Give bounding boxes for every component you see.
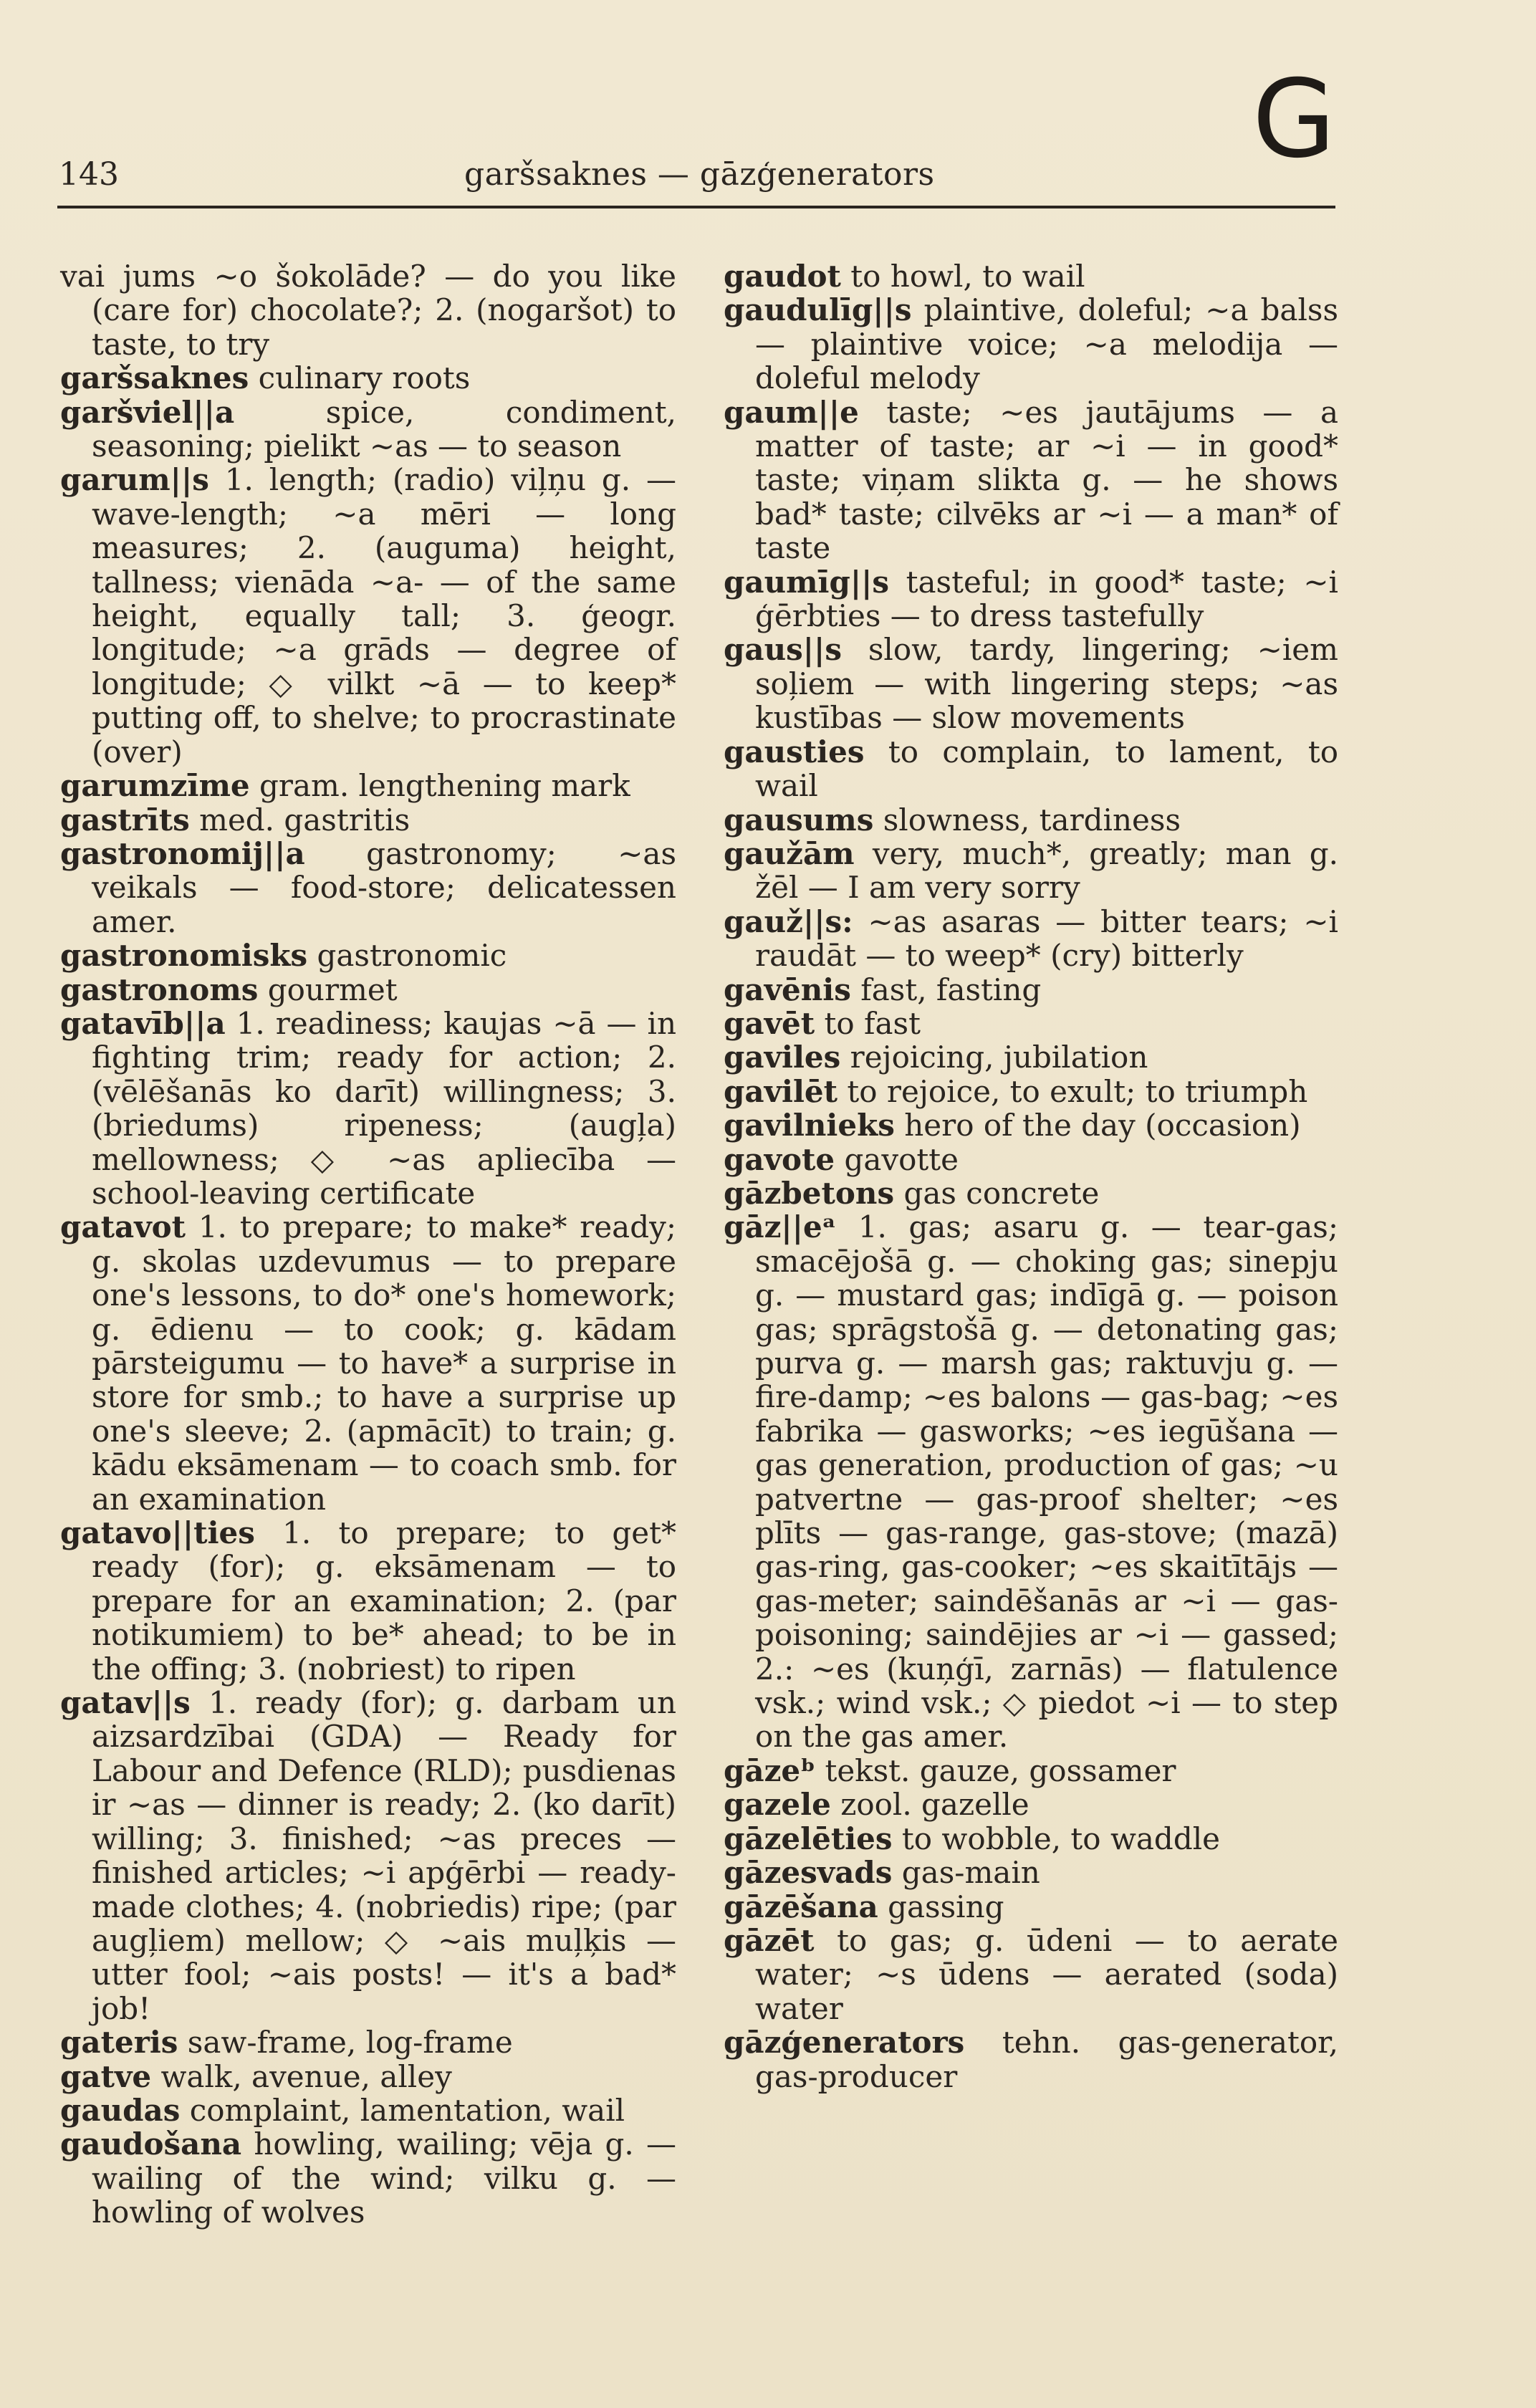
- entry-definition: saw-frame, log-frame: [178, 2025, 513, 2061]
- entry-definition: slowness, tardiness: [873, 802, 1181, 838]
- left-column: [60, 259, 676, 2230]
- entry-headword: gatav||s: [60, 1685, 191, 1721]
- dictionary-entry: [60, 769, 676, 802]
- entry-definition: rejoicing, jubilation: [840, 1040, 1148, 1075]
- entry-definition: gavotte: [835, 1141, 959, 1177]
- entry-definition: walk, avenue, alley: [151, 2058, 452, 2094]
- dictionary-entry: [60, 2127, 676, 2229]
- dictionary-entry: [60, 2025, 676, 2059]
- entry-definition: plaintive, doleful; ~a balss — plaintive voice; ~a melodija — doleful melody: [755, 292, 1338, 396]
- entry-headword: gāz||eᵃ: [724, 1209, 837, 1245]
- entry-headword: garumzīme: [60, 768, 250, 804]
- entry-headword: gausties: [724, 734, 865, 769]
- entry-definition: vai jums ~o šokolāde? — do you like (care for) chocolate?; 2. (nogaršot) to taste, to try: [60, 259, 676, 362]
- dictionary-entry: [60, 463, 676, 769]
- entry-headword: gatavo||ties: [60, 1515, 255, 1551]
- dictionary-entry: [724, 2025, 1338, 2093]
- entry-headword: gateris: [60, 2025, 178, 2061]
- entry-definition: hero of the day (occasion): [894, 1108, 1301, 1143]
- header-rule: [57, 206, 1335, 208]
- entry-headword: gaumīg||s: [724, 564, 890, 600]
- entry-headword: gaužām: [724, 835, 855, 871]
- entry-definition: tehn. gas-generator, gas-producer: [755, 2025, 1338, 2094]
- dictionary-entry: [724, 1143, 1338, 1176]
- entry-definition: to gas; g. ūdeni — to aerate water; ~s ūdens — aerated (soda) water: [755, 1922, 1338, 2026]
- dictionary-entry: [60, 1686, 676, 2025]
- entry-definition: tasteful; in good* taste; ~i ģērbties — to dress tastefully: [755, 564, 1338, 634]
- entry-headword: gāzģenerators: [724, 2025, 965, 2061]
- entry-definition: gas concrete: [894, 1175, 1100, 1211]
- entry-headword: garšsaknes: [60, 360, 249, 396]
- entry-definition: very, much*, greatly; man g. žēl — I am very sorry: [755, 835, 1338, 906]
- dictionary-entry: [60, 259, 676, 361]
- section-letter: G: [1252, 57, 1336, 182]
- entry-definition: to fast: [815, 1005, 921, 1041]
- dictionary-entry: [724, 973, 1338, 1007]
- entry-headword: gazele: [724, 1787, 831, 1823]
- dictionary-entry: [724, 1075, 1338, 1108]
- dictionary-entry: [724, 1924, 1338, 2025]
- entry-headword: gavilēt: [724, 1073, 838, 1109]
- entry-definition: taste; ~es jautājums — a matter of taste; ar ~i — in good* taste; viņam slikta g. — he shows bad* taste; cilvēks ar ~i — a man* of taste: [755, 394, 1338, 566]
- entry-headword: gausums: [724, 802, 874, 838]
- dictionary-entry: [724, 735, 1338, 803]
- entry-headword: gāzelēties: [724, 1821, 893, 1856]
- entry-headword: gastronomisks: [60, 938, 308, 974]
- entry-definition: ~as asaras — bitter tears; ~i raudāt — to weep* (cry) bitterly: [755, 903, 1338, 974]
- entry-definition: slow, tardy, lingering; ~iem soļiem — with lingering steps; ~as kustības — slow movements: [755, 632, 1338, 736]
- dictionary-entry: [724, 1210, 1338, 1754]
- dictionary-entry: [724, 803, 1338, 837]
- entry-headword: gastrīts: [60, 802, 190, 838]
- entry-headword: gāzbetons: [724, 1175, 895, 1211]
- dictionary-entry: [724, 837, 1338, 905]
- entry-headword: gatavot: [60, 1209, 186, 1245]
- dictionary-entry: [724, 1856, 1338, 1889]
- entry-definition: 1. gas; asaru g. — tear-gas; smacējošā g. — choking gas; sinepju g. — mustard gas; indīgā g. — poison gas; sprāgstošā g. — detonating gas; purva g. — marsh gas; raktuvju g. — fire-damp; ~es balons — gas-bag; ~es fabrika — gasworks; ~es iegūšana — gas generation, production of gas; ~u patvertne — gas-proof shelter; ~es plīts — gas-range, gas-stove; (mazā) gas-ring, gas-cooker; ~es skaitītājs — gas-meter; saindēšanās ar ~i — gas-poisoning; saindējies ar ~i — gassed; 2.: ~es (kuņģī, zarnās) — flatulence vsk.; wind vsk.; ◇ piedot ~i — to step on the gas amer.: [755, 1209, 1338, 1755]
- entry-headword: gāzesvads: [724, 1855, 893, 1891]
- entry-headword: gaudošana: [60, 2126, 242, 2162]
- dictionary-entry: [724, 905, 1338, 973]
- dictionary-entry: [60, 2060, 676, 2093]
- running-head: garšsaknes — gāzģenerators: [464, 156, 935, 193]
- entry-definition: 1. to prepare; to make* ready; g. skolas uzdevumus — to prepare one's lessons, to do* one's homework; g. ēdienu — to cook; g. kādam pārsteigumu — to have* a surprise in store for smb.; to have a surprise up one's sleeve; 2. (apmācīt) to train; g. kādu eksāmenam — to coach smb. for an examination: [92, 1209, 676, 1517]
- entry-definition: gourmet: [258, 972, 398, 1007]
- entry-headword: gāzeᵇ: [724, 1752, 816, 1788]
- dictionary-entry: [724, 395, 1338, 565]
- dictionary-entry: [724, 1108, 1338, 1142]
- entry-headword: gaudot: [724, 259, 841, 294]
- dictionary-entry: [60, 973, 676, 1007]
- dictionary-entry: [60, 1007, 676, 1210]
- dictionary-entry: [724, 293, 1338, 395]
- dictionary-entry: [60, 395, 676, 464]
- entry-definition: spice, condiment, seasoning; pielikt ~as — to season: [92, 394, 676, 464]
- entry-definition: to complain, to lament, to wail: [755, 734, 1338, 804]
- entry-headword: garum||s: [60, 462, 209, 498]
- dictionary-entry: [724, 565, 1338, 633]
- entry-definition: gastronomic: [307, 938, 507, 974]
- entry-headword: garšviel||a: [60, 394, 235, 430]
- entry-headword: gaudas: [60, 2092, 181, 2128]
- entry-definition: gastronomy; ~as veikals — food-store; delicatessen amer.: [92, 835, 676, 939]
- entry-headword: gauž||s:: [724, 903, 853, 939]
- dictionary-entry: [60, 361, 676, 395]
- entry-definition: tekst. gauze, gossamer: [815, 1752, 1176, 1788]
- right-column: [724, 259, 1338, 2093]
- entry-headword: gaviles: [724, 1040, 841, 1075]
- entry-definition: 1. length; (radio) viļņu g. — wave-length; ~a mēri — long measures; 2. (auguma) height, tallness; vienāda ~a- — of the same height, equally tall; 3. ģeogr. longitude; ~a grāds — degree of longitude; ◇ vilkt ~ā — to keep* putting off, to shelve; to procrastinate (over): [92, 462, 676, 769]
- page-number: 143: [59, 156, 119, 193]
- dictionary-entry: [724, 1040, 1338, 1074]
- dictionary-entry: [724, 259, 1338, 293]
- dictionary-entry: [724, 1822, 1338, 1856]
- entry-definition: culinary roots: [249, 360, 471, 396]
- dictionary-entry: [724, 1890, 1338, 1924]
- dictionary-entry: [60, 939, 676, 972]
- dictionary-entry: [724, 1007, 1338, 1040]
- entry-definition: fast, fasting: [850, 972, 1042, 1007]
- entry-definition: gassing: [878, 1889, 1004, 1924]
- entry-definition: complaint, lamentation, wail: [180, 2092, 625, 2128]
- entry-headword: gatve: [60, 2058, 152, 2094]
- entry-definition: med. gastritis: [189, 802, 411, 838]
- entry-definition: gram. lengthening mark: [249, 768, 630, 804]
- entry-definition: to howl, to wail: [840, 259, 1085, 294]
- entry-headword: gastronoms: [60, 972, 259, 1007]
- dictionary-entry: [724, 1176, 1338, 1210]
- dictionary-entry: [724, 1754, 1338, 1788]
- entry-definition: 1. ready (for); g. darbam un aizsardzībai (GDA) — Ready for Labour and Defence (RLD); pusdienas ir ~as — dinner is ready; 2. (ko darīt) willing; 3. finished; ~as preces — finished articles; ~i apģērbi — ready-made clothes; 4. (nobriedis) ripe; (par augļiem) mellow; ◇ ~ais muļķis — utter fool; ~ais posts! — it's a bad* job!: [92, 1685, 676, 2026]
- entry-definition: 1. readiness; kaujas ~ā — in fighting trim; ready for action; 2. (vēlēšanās ko darīt) willingness; 3. (briedums) ripeness; (augļa) mellowness; ◇ ~as apliecība — school-leaving certificate: [92, 1005, 676, 1211]
- dictionary-entry: [724, 633, 1338, 734]
- dictionary-entry: [60, 1210, 676, 1516]
- entry-headword: gatavīb||a: [60, 1005, 226, 1041]
- entry-definition: zool. gazelle: [830, 1787, 1029, 1823]
- entry-definition: to wobble, to waddle: [892, 1821, 1220, 1856]
- entry-headword: gāzēšana: [724, 1889, 878, 1924]
- entry-headword: gavēt: [724, 1005, 815, 1041]
- entry-definition: to rejoice, to exult; to triumph: [837, 1073, 1308, 1109]
- dictionary-entry: [60, 2093, 676, 2127]
- entry-definition: howling, wailing; vēja g. — wailing of the wind; vilku g. — howling of wolves: [92, 2126, 676, 2230]
- entry-headword: gaus||s: [724, 632, 842, 668]
- entry-headword: gaum||e: [724, 394, 859, 430]
- entry-definition: gas-main: [892, 1855, 1040, 1891]
- dictionary-entry: [724, 1788, 1338, 1821]
- entry-headword: gavote: [724, 1141, 835, 1177]
- entry-definition: 1. to prepare; to get* ready (for); g. eksāmenam — to prepare for an examination; 2. (par notikumiem) to be* ahead; to be in the offing; 3. (nobriest) to ripen: [92, 1515, 676, 1687]
- entry-headword: gavilnieks: [724, 1108, 895, 1143]
- dictionary-entry: [60, 837, 676, 939]
- dictionary-entry: [60, 1516, 676, 1686]
- entry-headword: gavēnis: [724, 972, 851, 1007]
- dictionary-entry: [60, 803, 676, 837]
- entry-headword: gastronomij||a: [60, 835, 305, 871]
- entry-headword: gaudulīg||s: [724, 292, 912, 328]
- entry-headword: gāzēt: [724, 1922, 815, 1958]
